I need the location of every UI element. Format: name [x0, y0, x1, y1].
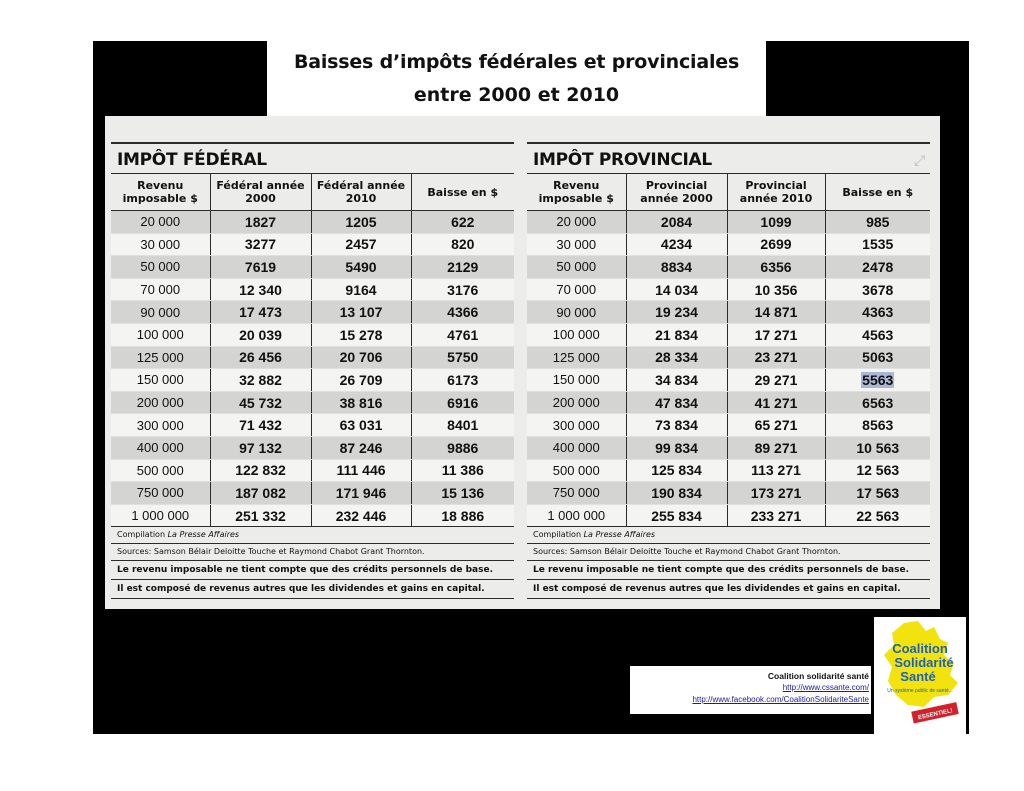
table-cell: 233 271 — [727, 504, 825, 527]
table-cell: 22 563 — [825, 504, 930, 527]
table-cell: 71 432 — [210, 414, 311, 437]
table-cell: 1099 — [727, 211, 825, 234]
table-cell: 190 834 — [626, 482, 727, 505]
table-row — [527, 459, 930, 482]
table-cell: 21 834 — [626, 323, 727, 346]
title-line1: Baisses d’impôts fédérales et provinciales — [293, 51, 740, 73]
logo-badge-text: ESSENTIEL! — [917, 708, 954, 722]
compose-note: Il est composé de revenus autres que les dividendes et gains en capital. — [111, 580, 514, 599]
logo-text-line1: Coalition — [892, 641, 948, 656]
compilation-prefix: Compilation — [533, 530, 584, 540]
coalition-logo — [874, 617, 966, 731]
compilation-note — [111, 527, 514, 544]
table-cell: 300 000 — [111, 414, 210, 437]
table-cell: 750 000 — [527, 482, 626, 505]
table-row — [111, 391, 514, 414]
table-cell: 9164 — [311, 278, 411, 301]
table-cell: 23 271 — [727, 346, 825, 369]
table-cell — [825, 369, 930, 392]
table-cell: 73 834 — [626, 414, 727, 437]
facebook-link[interactable]: http://www.facebook.com/CoalitionSolidariteSante — [692, 695, 869, 704]
table-cell: 18 886 — [411, 504, 514, 527]
table-cell: 13 107 — [311, 301, 411, 324]
table-row — [111, 301, 514, 324]
table-cell: 87 246 — [311, 436, 411, 459]
table-row — [111, 323, 514, 346]
compilation-prefix: Compilation — [117, 530, 168, 540]
compilation-source: La Presse Affaires — [167, 530, 240, 540]
table-cell: 1827 — [210, 211, 311, 234]
table-cell: 6356 — [727, 256, 825, 279]
column-header: Revenu imposable $ — [111, 174, 210, 211]
table-row — [111, 369, 514, 392]
table-cell: 2084 — [626, 211, 727, 234]
table-cell: 47 834 — [626, 391, 727, 414]
expand-icon[interactable]: ⤢ — [914, 152, 926, 168]
federal-heading: IMPÔT FÉDÉRAL — [117, 150, 267, 170]
table-cell: 6563 — [825, 391, 930, 414]
table-row — [111, 436, 514, 459]
federal-tbody — [111, 211, 514, 527]
table-cell: 90 000 — [527, 301, 626, 324]
table-cell: 125 000 — [527, 346, 626, 369]
table-cell: 4366 — [411, 301, 514, 324]
table-cell: 50 000 — [111, 256, 210, 279]
table-cell: 173 271 — [727, 482, 825, 505]
column-header: Fédéral année 2010 — [311, 174, 411, 211]
logo-tagline: Un système public de santé... — [887, 688, 953, 694]
table-cell: 255 834 — [626, 504, 727, 527]
compose-note: Il est composé de revenus autres que les dividendes et gains en capital. — [527, 580, 930, 599]
table-row — [111, 278, 514, 301]
table-row — [111, 346, 514, 369]
table-cell: 300 000 — [527, 414, 626, 437]
table-cell: 1 000 000 — [111, 504, 210, 527]
table-cell: 26 456 — [210, 346, 311, 369]
table-row — [111, 504, 514, 527]
column-header: Revenu imposable $ — [527, 174, 626, 211]
table-cell: 9886 — [411, 436, 514, 459]
compilation-source: La Presse Affaires — [583, 530, 656, 540]
website-link[interactable]: http://www.cssante.com/ — [782, 683, 869, 692]
federal-table — [111, 173, 514, 527]
table-row — [527, 504, 930, 527]
table-row — [527, 233, 930, 256]
table-cell: 750 000 — [111, 482, 210, 505]
table-cell: 14 871 — [727, 301, 825, 324]
black-frame-right — [940, 116, 969, 616]
table-cell: 29 271 — [727, 369, 825, 392]
table-cell: 100 000 — [527, 323, 626, 346]
table-cell: 50 000 — [527, 256, 626, 279]
table-cell: 5490 — [311, 256, 411, 279]
table-row — [527, 301, 930, 324]
logo-text-line3: Santé — [900, 669, 936, 684]
table-row — [111, 482, 514, 505]
revenu-note: Le revenu imposable ne tient compte que des crédits personnels de base. — [111, 561, 514, 580]
table-cell: 2457 — [311, 233, 411, 256]
table-cell: 17 271 — [727, 323, 825, 346]
column-header: Fédéral année 2000 — [210, 174, 311, 211]
table-row — [527, 211, 930, 234]
divider — [527, 142, 930, 144]
table-row — [111, 414, 514, 437]
provincial-tbody — [527, 211, 930, 527]
column-header: Provincial année 2010 — [727, 174, 825, 211]
federal-panel — [111, 142, 514, 599]
logo-graphic — [874, 617, 966, 731]
table-cell: 19 234 — [626, 301, 727, 324]
info-box — [630, 666, 871, 714]
column-header: Baisse en $ — [825, 174, 930, 211]
table-cell: 1 000 000 — [527, 504, 626, 527]
table-cell: 200 000 — [527, 391, 626, 414]
table-cell: 820 — [411, 233, 514, 256]
table-cell: 3678 — [825, 278, 930, 301]
logo-text-line2: Solidarité — [894, 655, 954, 670]
table-cell: 8834 — [626, 256, 727, 279]
table-cell: 70 000 — [111, 278, 210, 301]
table-row — [527, 482, 930, 505]
table-cell: 125 000 — [111, 346, 210, 369]
black-frame-bottom-right — [874, 609, 969, 617]
table-cell: 89 271 — [727, 436, 825, 459]
table-cell: 251 332 — [210, 504, 311, 527]
table-cell: 171 946 — [311, 482, 411, 505]
table-cell: 5063 — [825, 346, 930, 369]
highlighted-value: 5563 — [862, 371, 894, 388]
table-row — [527, 391, 930, 414]
table-row — [527, 414, 930, 437]
sources-note: Sources: Samson Bélair Deloitte Touche et Raymond Chabot Grant Thornton. — [111, 544, 514, 561]
table-cell: 111 446 — [311, 459, 411, 482]
table-cell: 500 000 — [527, 459, 626, 482]
table-cell: 28 334 — [626, 346, 727, 369]
divider — [111, 142, 514, 144]
table-row — [527, 256, 930, 279]
table-cell: 100 000 — [111, 323, 210, 346]
table-row — [527, 346, 930, 369]
table-cell: 65 271 — [727, 414, 825, 437]
table-cell: 99 834 — [626, 436, 727, 459]
table-cell: 113 271 — [727, 459, 825, 482]
table-cell: 15 278 — [311, 323, 411, 346]
provincial-table — [527, 173, 930, 527]
table-cell: 2478 — [825, 256, 930, 279]
table-cell: 14 034 — [626, 278, 727, 301]
table-cell: 30 000 — [527, 233, 626, 256]
table-cell: 97 132 — [210, 436, 311, 459]
table-row — [111, 211, 514, 234]
table-cell: 500 000 — [111, 459, 210, 482]
black-frame-corner — [966, 609, 969, 734]
revenu-note: Le revenu imposable ne tient compte que des crédits personnels de base. — [527, 561, 930, 580]
table-cell: 11 386 — [411, 459, 514, 482]
table-cell: 1205 — [311, 211, 411, 234]
black-frame-top-left — [93, 41, 267, 117]
org-name: Coalition solidarité santé — [767, 671, 869, 681]
black-frame-top-right — [766, 41, 969, 117]
table-cell: 7619 — [210, 256, 311, 279]
compilation-note — [527, 527, 930, 544]
title-box — [267, 41, 766, 117]
table-cell: 3176 — [411, 278, 514, 301]
table-cell: 45 732 — [210, 391, 311, 414]
table-cell: 400 000 — [111, 436, 210, 459]
table-cell: 8563 — [825, 414, 930, 437]
table-cell: 4563 — [825, 323, 930, 346]
table-cell: 2129 — [411, 256, 514, 279]
table-cell: 20 000 — [111, 211, 210, 234]
table-row — [527, 278, 930, 301]
table-cell: 20 000 — [527, 211, 626, 234]
sources-note: Sources: Samson Bélair Deloitte Touche et Raymond Chabot Grant Thornton. — [527, 544, 930, 561]
table-cell: 125 834 — [626, 459, 727, 482]
table-cell: 38 816 — [311, 391, 411, 414]
table-cell: 200 000 — [111, 391, 210, 414]
table-row — [111, 256, 514, 279]
provincial-panel — [527, 142, 930, 599]
table-cell: 985 — [825, 211, 930, 234]
table-row — [527, 323, 930, 346]
table-cell: 41 271 — [727, 391, 825, 414]
table-cell: 4363 — [825, 301, 930, 324]
column-header: Baisse en $ — [411, 174, 514, 211]
provincial-heading: IMPÔT PROVINCIAL — [533, 150, 712, 170]
table-cell: 122 832 — [210, 459, 311, 482]
table-cell: 1535 — [825, 233, 930, 256]
column-header: Provincial année 2000 — [626, 174, 727, 211]
table-row — [111, 233, 514, 256]
table-cell: 3277 — [210, 233, 311, 256]
table-cell: 34 834 — [626, 369, 727, 392]
table-cell: 150 000 — [527, 369, 626, 392]
title-line2: entre 2000 et 2010 — [413, 84, 620, 106]
table-cell: 12 340 — [210, 278, 311, 301]
table-cell: 232 446 — [311, 504, 411, 527]
table-cell: 10 356 — [727, 278, 825, 301]
table-cell: 20 706 — [311, 346, 411, 369]
table-row — [111, 459, 514, 482]
table-cell: 6173 — [411, 369, 514, 392]
tax-card — [105, 116, 940, 609]
table-cell: 4761 — [411, 323, 514, 346]
table-cell: 17 473 — [210, 301, 311, 324]
table-cell: 6916 — [411, 391, 514, 414]
table-cell: 90 000 — [111, 301, 210, 324]
table-cell: 63 031 — [311, 414, 411, 437]
table-cell: 32 882 — [210, 369, 311, 392]
table-cell: 15 136 — [411, 482, 514, 505]
table-cell: 4234 — [626, 233, 727, 256]
table-cell: 20 039 — [210, 323, 311, 346]
table-cell: 26 709 — [311, 369, 411, 392]
table-cell: 400 000 — [527, 436, 626, 459]
table-cell: 12 563 — [825, 459, 930, 482]
table-cell: 70 000 — [527, 278, 626, 301]
table-cell: 10 563 — [825, 436, 930, 459]
table-cell: 150 000 — [111, 369, 210, 392]
table-cell: 2699 — [727, 233, 825, 256]
table-row — [527, 369, 930, 392]
table-row — [527, 436, 930, 459]
table-cell: 622 — [411, 211, 514, 234]
table-cell: 8401 — [411, 414, 514, 437]
black-frame-left — [93, 116, 105, 616]
table-cell: 30 000 — [111, 233, 210, 256]
table-cell: 5750 — [411, 346, 514, 369]
table-cell: 17 563 — [825, 482, 930, 505]
table-cell: 187 082 — [210, 482, 311, 505]
